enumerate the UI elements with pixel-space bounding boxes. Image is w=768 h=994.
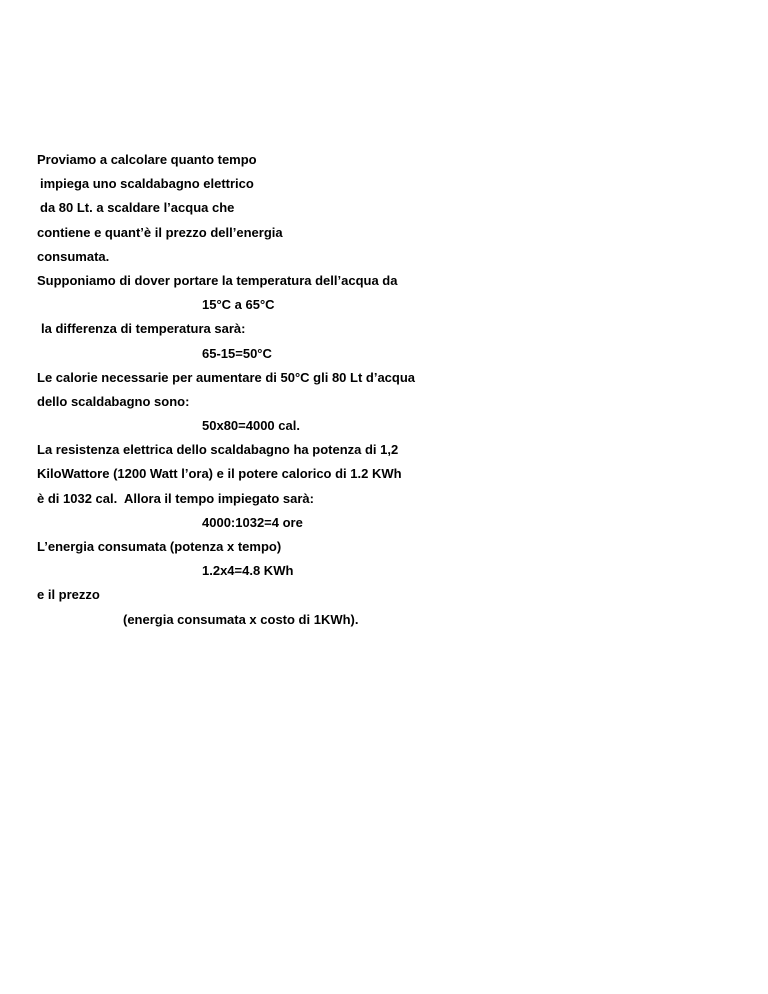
text-line: Le calorie necessarie per aumentare di 50°C gli 80 Lt d’acqua [37, 369, 416, 385]
text-line: contiene e quant’è il prezzo dell’energia [37, 224, 283, 240]
text-line: La resistenza elettrica dello scaldabagno ha potenza di 1,2 [37, 442, 399, 458]
text-line: Supponiamo di dover portare la temperatura dell’acqua da [37, 272, 398, 288]
text-line: KiloWattore (1200 Watt l’ora) e il potere calorico di 1.2 KWh [37, 466, 402, 482]
text-line: e il prezzo [37, 587, 100, 603]
document-body [37, 148, 737, 632]
text-line: la differenza di temperatura sarà: [41, 321, 246, 337]
text-line: è di 1032 cal. Allora il tempo impiegato sarà: [37, 490, 314, 506]
text-line: da 80 Lt. a scaldare l’acqua che [40, 200, 235, 216]
formula-line: (energia consumata x costo di 1KWh). [123, 611, 359, 627]
formula-line: 50x80=4000 cal. [202, 418, 300, 434]
formula-line: 4000:1032=4 ore [202, 514, 303, 530]
formula-line: 65-15=50°C [202, 345, 272, 361]
text-line: Proviamo a calcolare quanto tempo [37, 152, 257, 167]
formula-line: 15°C a 65°C [202, 297, 275, 313]
text-line: L’energia consumata (potenza x tempo) [37, 539, 282, 554]
text-line: impiega uno scaldabagno elettrico [40, 176, 254, 192]
formula-line: 1.2x4=4.8 KWh [202, 563, 294, 579]
text-line: dello scaldabagno sono: [37, 393, 190, 409]
text-line: consumata. [37, 248, 110, 264]
